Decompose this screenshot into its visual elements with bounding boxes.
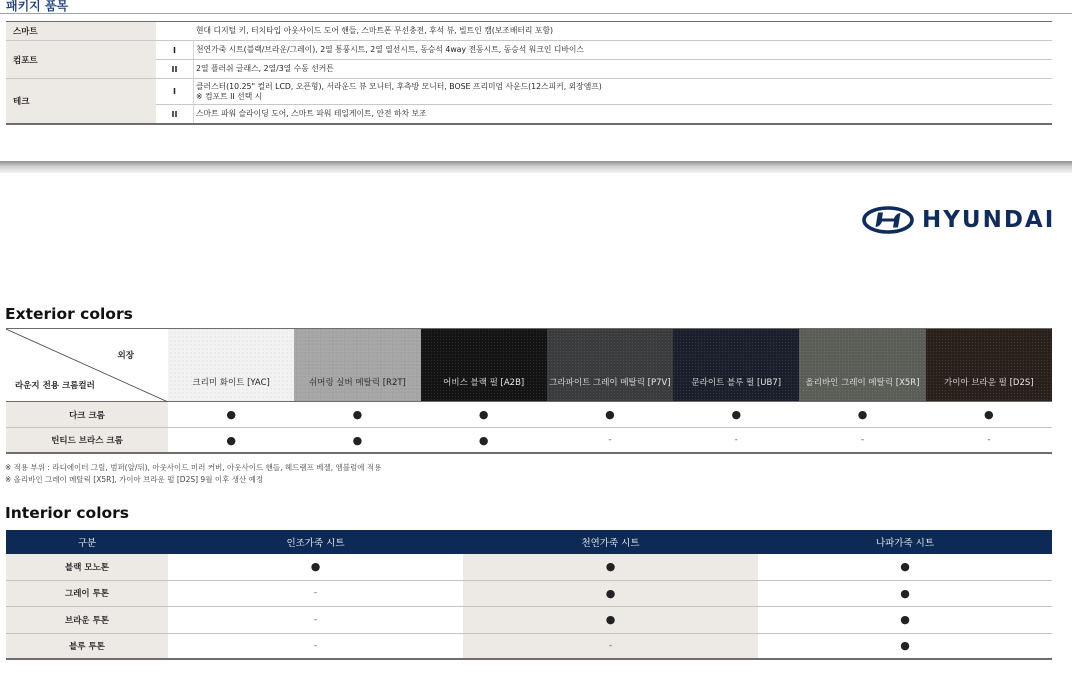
color-swatch [926, 329, 1052, 401]
availability-cell: - [463, 634, 758, 659]
availability-cell: - [608, 435, 612, 445]
package-title: 패키지 품목 [6, 0, 69, 13]
availability-cell: ● [984, 408, 994, 421]
availability-cell: ● [605, 408, 615, 421]
interior-title: Interior colors [5, 504, 130, 522]
package-name: 컴포트 [6, 41, 156, 78]
interior-header [6, 530, 1052, 554]
interior-row [6, 554, 1052, 581]
exterior-corner [6, 329, 168, 401]
note-line: ※ 올리바인 그레이 메탈릭 [X5R], 가이아 브라운 펄 [D2S] 9월 이후 생산 예정 [5, 475, 264, 484]
color-swatch [547, 329, 673, 401]
package-level: I [156, 41, 194, 59]
availability-cell: - [734, 435, 738, 445]
package-content: 2열 플러쉬 글래스, 2열/3열 수동 선커튼 [196, 64, 334, 73]
package-note: ※ 컴포트 II 선택 시 [196, 91, 263, 101]
availability-cell: ● [352, 433, 363, 447]
availability-cell: ● [463, 581, 758, 607]
hyundai-wordmark: HYUNDAI [922, 207, 1056, 233]
package-level: II [156, 60, 194, 78]
package-row-tech [6, 79, 1052, 125]
exterior-header [6, 329, 1052, 402]
color-swatch [294, 329, 420, 401]
header-cell: 구분 [77, 538, 97, 549]
package-level [156, 22, 194, 40]
availability-cell: - [860, 435, 865, 445]
availability-cell: ● [900, 560, 910, 574]
interior-row [6, 634, 1052, 661]
availability-cell: ● [478, 408, 489, 421]
package-row-smart [6, 22, 1052, 41]
availability-cell: ● [731, 408, 742, 421]
note-line: ※ 적용 부위 : 라디에이터 그릴, 범퍼(앞/뒤), 아웃사이드 미러 커버, 아웃사이드 핸들, 헤드램프 베젤, 엠블럼에 적용 [5, 463, 382, 472]
package-content: 클러스터(10.25" 컬러 LCD, 오픈형), 서라운드 뷰 모니터, 후측방 모니터, BOSE 프리미엄 사운드(12스피커, 외장앰프) [196, 81, 602, 91]
row-label: 그레이 투톤 [6, 581, 168, 607]
color-label: 어비스 블랙 펄 [A2B] [443, 378, 525, 388]
exterior-notes [5, 462, 381, 486]
availability-cell: ● [857, 408, 868, 421]
availability-cell: - [313, 614, 318, 625]
package-row-comfort [6, 41, 1052, 79]
availability-cell: - [313, 588, 318, 599]
availability-cell: ● [900, 586, 910, 600]
header-cell: 인조가죽 시트 [286, 538, 345, 549]
availability-cell: ● [226, 433, 236, 447]
exterior-title: Exterior colors [5, 305, 133, 323]
row-label: 블랙 모노톤 [6, 554, 168, 580]
availability-cell: ● [900, 639, 910, 653]
availability-cell: ● [463, 607, 758, 633]
color-label: 가이아 브라운 펄 [D2S] [944, 378, 1034, 388]
package-level: I [156, 79, 194, 104]
package-content: 현대 디지털 키, 터치타입 아웃사이드 도어 핸들, 스마트폰 무선충전, 후석 뷰, 빌트인 캠(보조배터리 포함) [196, 26, 554, 35]
availability-cell: - [987, 435, 991, 445]
package-content: 스마트 파워 슬라이딩 도어, 스마트 파워 테일게이트, 안전 하차 보조 [196, 109, 427, 119]
color-label: 그라파이트 그레이 메탈릭 [P7V] [549, 378, 671, 388]
color-swatch [421, 329, 547, 401]
color-swatch [799, 329, 925, 401]
availability-cell: ● [478, 433, 489, 447]
availability-cell: ● [226, 408, 236, 421]
top-divider [0, 13, 1072, 14]
corner-label-chrome: 라운지 전용 크롬컬러 [15, 381, 95, 391]
hyundai-logo [862, 206, 1055, 234]
row-label: 브라운 투톤 [6, 607, 168, 633]
package-content: 천연가죽 시트(블랙/브라운/그레이), 2열 통풍시트, 2열 열선시트, 동승석 4way 전동시트, 동승석 워크인 디바이스 [196, 45, 584, 54]
header-cell: 천연가죽 시트 [581, 538, 640, 549]
interior-table [6, 530, 1052, 660]
color-label: 올리바인 그레이 메탈릭 [X5R] [805, 378, 920, 388]
row-label: 틴티드 브라스 크롬 [6, 428, 168, 452]
package-name: 스마트 [6, 22, 156, 40]
color-label: 쉬머링 실버 메탈릭 [R2T] [308, 378, 406, 388]
color-swatch [673, 329, 799, 401]
color-label: 크리미 화이트 [YAC] [192, 378, 270, 388]
exterior-table [6, 328, 1052, 454]
interior-row [6, 581, 1052, 608]
availability-cell: ● [900, 613, 910, 627]
corner-diagonal [6, 329, 168, 402]
hyundai-emblem-icon [862, 206, 914, 234]
exterior-row-dark-chrome [6, 402, 1052, 428]
package-table [6, 21, 1052, 125]
availability-cell: - [313, 640, 318, 651]
interior-row [6, 607, 1052, 634]
color-swatch [168, 329, 294, 401]
package-name: 테크 [6, 79, 156, 123]
corner-label-exterior: 외장 [117, 351, 134, 361]
availability-cell: ● [352, 408, 363, 421]
color-label: 문라이트 블루 펄 [UB7] [691, 378, 782, 388]
availability-cell: ● [310, 560, 321, 574]
row-label: 다크 크롬 [6, 402, 168, 427]
page-divider-band [0, 161, 1072, 173]
exterior-row-tinted-brass [6, 428, 1052, 454]
package-level: II [156, 105, 194, 123]
row-label: 블루 투톤 [6, 634, 168, 659]
header-cell: 나파가죽 시트 [875, 538, 935, 549]
availability-cell: ● [463, 554, 758, 580]
